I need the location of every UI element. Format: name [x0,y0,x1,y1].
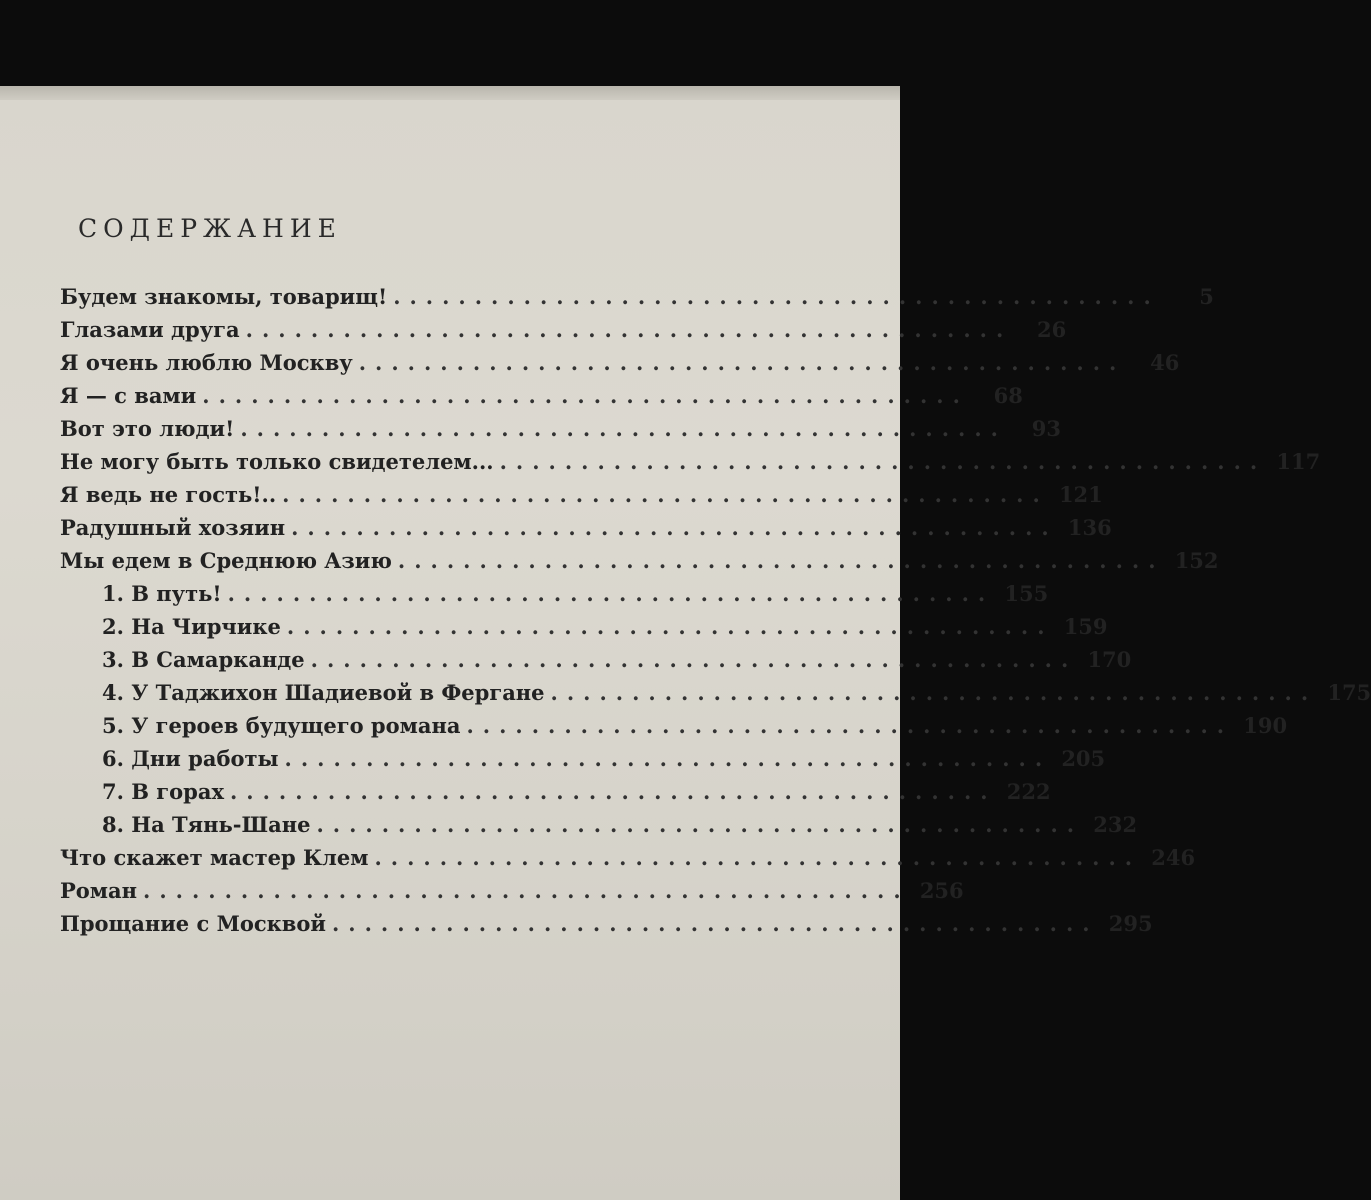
toc-title: СОДЕРЖАНИЕ [78,214,342,243]
dot-leader: ............................................... [310,647,1078,672]
dot-leader: ............................................... [358,350,1126,375]
toc-entry-title: Радушный хозяин [60,515,286,540]
toc-entry-title: 8. На Тянь-Шане [102,812,311,837]
dot-leader: ............................................... [202,383,969,408]
dot-leader: ............................................... [245,317,1013,342]
toc-entry-title: Прощание с Москвой [60,911,326,936]
dot-leader: ............................................... [227,581,995,606]
dot-leader: ............................................... [499,449,1267,474]
toc-entry [60,317,1067,350]
dot-leader: ............................................... [550,680,1318,705]
toc-entry-title: Что скажет мастер Клем [60,845,369,870]
dot-leader: ............................................... [284,746,1052,771]
toc-entry-title: Я — с вами [60,383,197,408]
toc-entry-title: Я ведь не гость!.. [60,482,277,507]
dot-leader: ............................................... [240,416,1007,441]
dot-leader: ............................................... [143,878,910,903]
toc-entry [60,416,1061,449]
toc-entry-title: 7. В горах [102,779,224,804]
toc-entry-page: 232 [1093,812,1138,837]
toc-entry-page: 93 [1031,416,1061,441]
toc-entry-page: 222 [1006,779,1051,804]
dot-leader: ............................................... [397,548,1165,573]
toc-subentry [60,680,1371,713]
toc-subentry [60,614,1108,647]
toc-entry-title: Мы едем в Среднюю Азию [60,548,392,573]
dot-leader: ............................................... [282,482,1049,507]
dot-leader: ............................................... [291,515,1058,540]
toc-entry-title: Роман [60,878,138,903]
toc-subentry [60,812,1138,845]
toc-subentry [60,746,1106,779]
dot-leader: ............................................... [286,614,1054,639]
page-top-edge [0,86,900,100]
toc-entry [60,845,1196,878]
toc-entry-title: 4. У Таджихон Шадиевой в Фергане [102,680,545,705]
toc-entry-title: Будем знакомы, товарищ! [60,284,388,309]
toc-entry-page: 155 [1004,581,1049,606]
toc-subentry [60,713,1288,746]
toc-entry [60,449,1321,482]
toc-entry [60,911,1153,944]
toc-entry [60,383,1023,416]
toc-entry-page: 26 [1037,317,1067,342]
toc-entry-page: 246 [1151,845,1196,870]
toc-entry-title: Вот это люди! [60,416,235,441]
toc-entry-page: 46 [1150,350,1180,375]
toc-entry [60,482,1103,515]
toc-entry-page: 170 [1087,647,1132,672]
toc-entry [60,548,1219,581]
toc-entry-page: 256 [919,878,964,903]
dot-leader: ............................................... [393,284,1160,309]
toc-entry-page: 175 [1327,680,1371,705]
toc-entry [60,878,964,911]
toc-subentry [60,647,1132,680]
toc-subentry [60,581,1049,614]
toc-entry-page: 295 [1108,911,1153,936]
toc-entry-page: 152 [1174,548,1219,573]
toc-entry-page: 121 [1058,482,1103,507]
dot-leader: ............................................... [229,779,997,804]
toc-entry-page: 136 [1067,515,1112,540]
toc-entry-page: 190 [1243,713,1288,738]
toc-entry-page: 205 [1061,746,1106,771]
dot-leader: ............................................... [466,713,1234,738]
toc-entry-title: 1. В путь! [102,581,222,606]
toc-entry-page: 117 [1276,449,1321,474]
toc-entry [60,284,1214,317]
toc-entry [60,350,1180,383]
toc-entry-page: 5 [1199,284,1214,309]
toc-entry-title: 6. Дни работы [102,746,279,771]
toc-entry-page: 68 [993,383,1023,408]
toc-entry-title: 2. На Чирчике [102,614,281,639]
toc-entry-page: 159 [1063,614,1108,639]
toc-entry-title: Глазами друга [60,317,240,342]
table-of-contents [60,284,1371,944]
toc-subentry [60,779,1051,812]
toc-entry-title: Я очень люблю Москву [60,350,353,375]
book-page [0,86,1371,1200]
toc-entry-title: 3. В Самарканде [102,647,305,672]
dot-leader: ............................................... [374,845,1142,870]
toc-entry [60,515,1112,548]
dot-leader: ............................................... [316,812,1084,837]
dot-leader: ............................................... [331,911,1099,936]
toc-entry-title: 5. У героев будущего романа [102,713,461,738]
toc-entry-title: Не могу быть только свидетелем... [60,449,494,474]
